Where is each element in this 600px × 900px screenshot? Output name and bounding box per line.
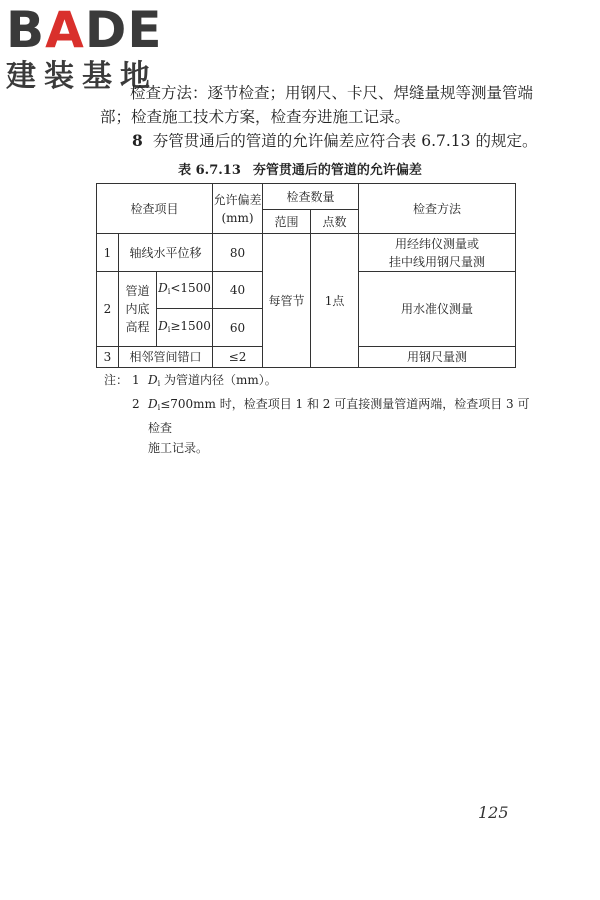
row-2-cond-a: $D_i<1500$	[157, 272, 213, 309]
row-2-deviation-a: 40	[213, 272, 263, 309]
header-quantity: 检查数量	[263, 184, 359, 210]
table-row	[97, 234, 516, 272]
header-deviation-line2: (mm)	[221, 210, 254, 225]
header-item: 检查项目	[97, 184, 213, 234]
table-caption-number: 表 6.7.13	[178, 163, 241, 178]
item-8-text: 夯管贯通后的管道的允许偏差应符合表 6.7.13 的规定。	[152, 132, 538, 150]
header-deviation-line1: 允许偏差	[213, 192, 262, 207]
paragraph-line-1: 检查方法：逐节检查；用钢尺、卡尺、焊缝量规等测量管端	[130, 84, 534, 102]
row-2-item-line1: 管道	[125, 284, 150, 298]
note-2-number: 2	[132, 397, 140, 411]
note-2-cont	[104, 438, 534, 458]
row-3-item: 相邻管间错口	[119, 347, 213, 368]
points-value: 1点	[311, 234, 359, 368]
page-number: 125	[478, 803, 509, 822]
table-header-row	[97, 184, 516, 210]
row-1-method-line2: 挂中线用钢尺量测	[389, 254, 486, 269]
row-1-method-line1: 用经纬仪测量或	[395, 236, 480, 251]
row-2-method: 用水准仪测量	[359, 272, 516, 347]
header-points: 点数	[311, 210, 359, 234]
row-1-no: 1	[97, 234, 119, 272]
logo-cjk-text: 建装基地	[6, 59, 158, 94]
logo-latin-text: BADE	[6, 1, 163, 59]
note-2-text-cont: 施工记录。	[148, 441, 209, 455]
table-caption-title: 夯管贯通后的管道的允许偏差	[252, 163, 422, 178]
table-caption	[0, 159, 600, 178]
row-3-deviation: ≤2	[213, 347, 263, 368]
row-3-no: 3	[97, 347, 119, 368]
row-3-method: 用钢尺量测	[359, 347, 516, 368]
note-1	[104, 370, 534, 394]
row-2-deviation-b: 60	[213, 309, 263, 347]
notes-label: 注：	[104, 373, 129, 387]
row-2-item-line3: 高程	[125, 320, 150, 334]
note-1-text: $D_i$ 为管道内径（mm）。	[148, 373, 277, 388]
table-notes	[104, 370, 534, 458]
row-1-method	[359, 234, 516, 272]
paragraph-item-8	[132, 129, 537, 153]
note-1-number: 1	[132, 373, 140, 387]
row-1-item: 轴线水平位移	[119, 234, 213, 272]
row-2-item	[119, 272, 157, 347]
scope-value: 每管节	[263, 234, 311, 368]
header-scope: 范围	[263, 210, 311, 234]
note-2	[104, 394, 534, 438]
header-method: 检查方法	[359, 184, 516, 234]
row-2-cond-b: $D_i\ge 1500$	[157, 309, 213, 347]
deviation-table	[96, 183, 516, 368]
note-2-text: $D_i\le 700mm$ 时，检查项目 1 和 2 可直接测量管道两端，检查项目 3 可检查	[148, 397, 530, 435]
item-8-number: 8	[132, 131, 143, 150]
row-1-deviation: 80	[213, 234, 263, 272]
row-2-no: 2	[97, 272, 119, 347]
header-deviation	[213, 184, 263, 234]
paragraph-line-2: 部；检查施工技术方案，检查夯进施工记录。	[100, 108, 411, 126]
row-2-item-line2: 内底	[125, 302, 150, 316]
